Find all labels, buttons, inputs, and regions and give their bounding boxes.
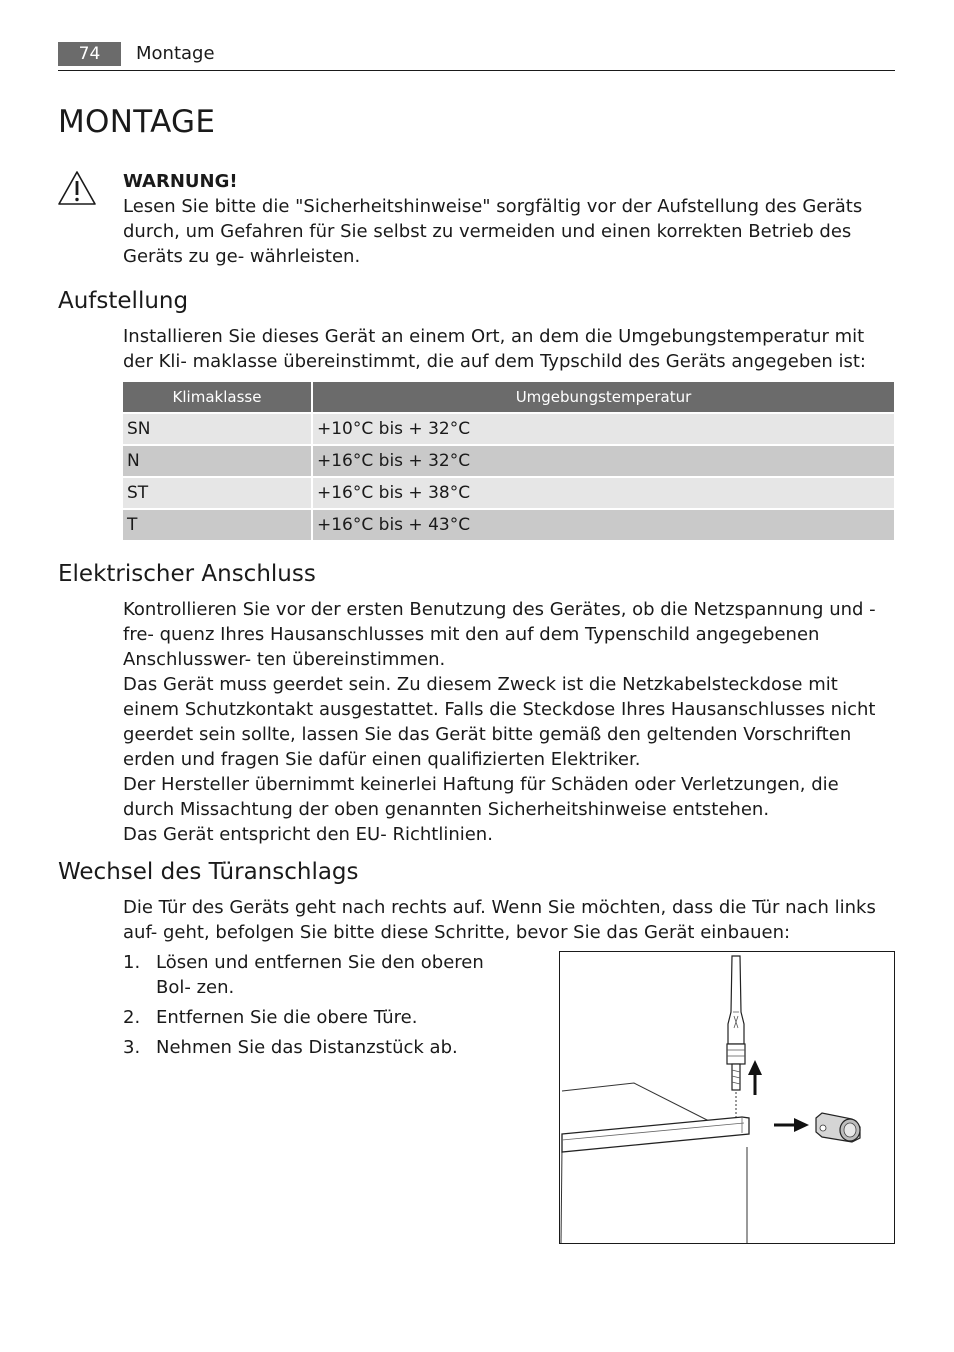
warning-block bbox=[123, 169, 895, 269]
step-text: Lösen und entfernen Sie den oberen Bol- zen. bbox=[156, 952, 484, 998]
list-item bbox=[123, 950, 523, 1000]
elektrisch-text bbox=[123, 597, 895, 847]
climate-class-table bbox=[121, 380, 896, 542]
table-cell-class: N bbox=[123, 446, 311, 476]
elektrisch-paragraph: Das Gerät entspricht den EU- Richtlinien. bbox=[123, 824, 493, 845]
heading-elektrischer-anschluss: Elektrischer Anschluss bbox=[58, 561, 316, 587]
table-row bbox=[123, 446, 894, 476]
warning-title: WARNUNG! bbox=[123, 171, 238, 192]
hinge-removal-diagram bbox=[560, 952, 894, 1243]
table-header-row bbox=[123, 382, 894, 412]
page-number: 74 bbox=[58, 42, 121, 66]
page-title: MONTAGE bbox=[58, 104, 216, 140]
step-number: 2. bbox=[123, 1007, 141, 1028]
aufstellung-text: Installieren Sie dieses Gerät an einem Ort, an dem die Umgebungstemperatur mit der Kli- maklasse übereinstimmt, die auf dem Typschild des Geräts angegeben ist: bbox=[123, 326, 866, 372]
table-cell-temperature: +16°C bis + 38°C bbox=[313, 478, 894, 508]
table-cell-temperature: +10°C bis + 32°C bbox=[313, 414, 894, 444]
table-row bbox=[123, 414, 894, 444]
table-cell-class: T bbox=[123, 510, 311, 540]
table-cell-temperature: +16°C bis + 32°C bbox=[313, 446, 894, 476]
warning-triangle-icon bbox=[57, 170, 97, 206]
tueranschlag-text: Die Tür des Geräts geht nach rechts auf. Wenn Sie möchten, dass die Tür nach links auf- geht, befolgen Sie bitte diese Schritte, bevor Sie das Gerät einbauen: bbox=[123, 897, 876, 943]
step-number: 3. bbox=[123, 1037, 141, 1058]
elektrisch-paragraph: Das Gerät muss geerdet sein. Zu diesem Zweck ist die Netzkabelsteckdose mit einem Schutzkontakt ausgestattet. Falls die Steckdose Ihres Hausanschlusses nicht geerdet sein sollte, lassen Sie das Gerät bitte gemäß den geltenden Vorschriften erden und fragen Sie dafür einen qualifizierten Elektriker. bbox=[123, 674, 876, 770]
steps-list bbox=[123, 950, 523, 1065]
elektrisch-paragraph: Kontrollieren Sie vor der ersten Benutzung des Gerätes, ob die Netzspannung und -fre- quenz Ihres Hausanschlusses mit den auf dem Typenschild angegebenen Anschlusswer- ten übereinstimmen. bbox=[123, 599, 876, 670]
step-text: Entfernen Sie die obere Türe. bbox=[156, 1007, 418, 1028]
table-row bbox=[123, 510, 894, 540]
heading-wechsel-tueranschlag: Wechsel des Türanschlags bbox=[58, 859, 359, 885]
warning-text: Lesen Sie bitte die "Sicherheitshinweise" sorgfältig vor der Aufstellung des Geräts durch, um Gefahren für Sie selbst zu vermeiden und einen korrekten Betrieb des Geräts zu ge- währleisten. bbox=[123, 196, 863, 267]
table-header-umgebungstemperatur: Umgebungstemperatur bbox=[313, 382, 894, 412]
table-cell-class: SN bbox=[123, 414, 311, 444]
header-title: Montage bbox=[136, 43, 215, 64]
table-row bbox=[123, 478, 894, 508]
heading-aufstellung: Aufstellung bbox=[58, 288, 189, 314]
step-text: Nehmen Sie das Distanzstück ab. bbox=[156, 1037, 458, 1058]
table-cell-temperature: +16°C bis + 43°C bbox=[313, 510, 894, 540]
list-item bbox=[123, 1005, 523, 1030]
step-number: 1. bbox=[123, 952, 141, 973]
door-hinge-illustration bbox=[559, 951, 895, 1244]
table-header-klimaklasse: Klimaklasse bbox=[123, 382, 311, 412]
elektrisch-paragraph: Der Hersteller übernimmt keinerlei Haftung für Schäden oder Verletzungen, die durch Missachtung der oben genannten Sicherheitshinweise entstehen. bbox=[123, 774, 839, 820]
list-item bbox=[123, 1035, 523, 1060]
page-header bbox=[58, 40, 895, 71]
table-cell-class: ST bbox=[123, 478, 311, 508]
